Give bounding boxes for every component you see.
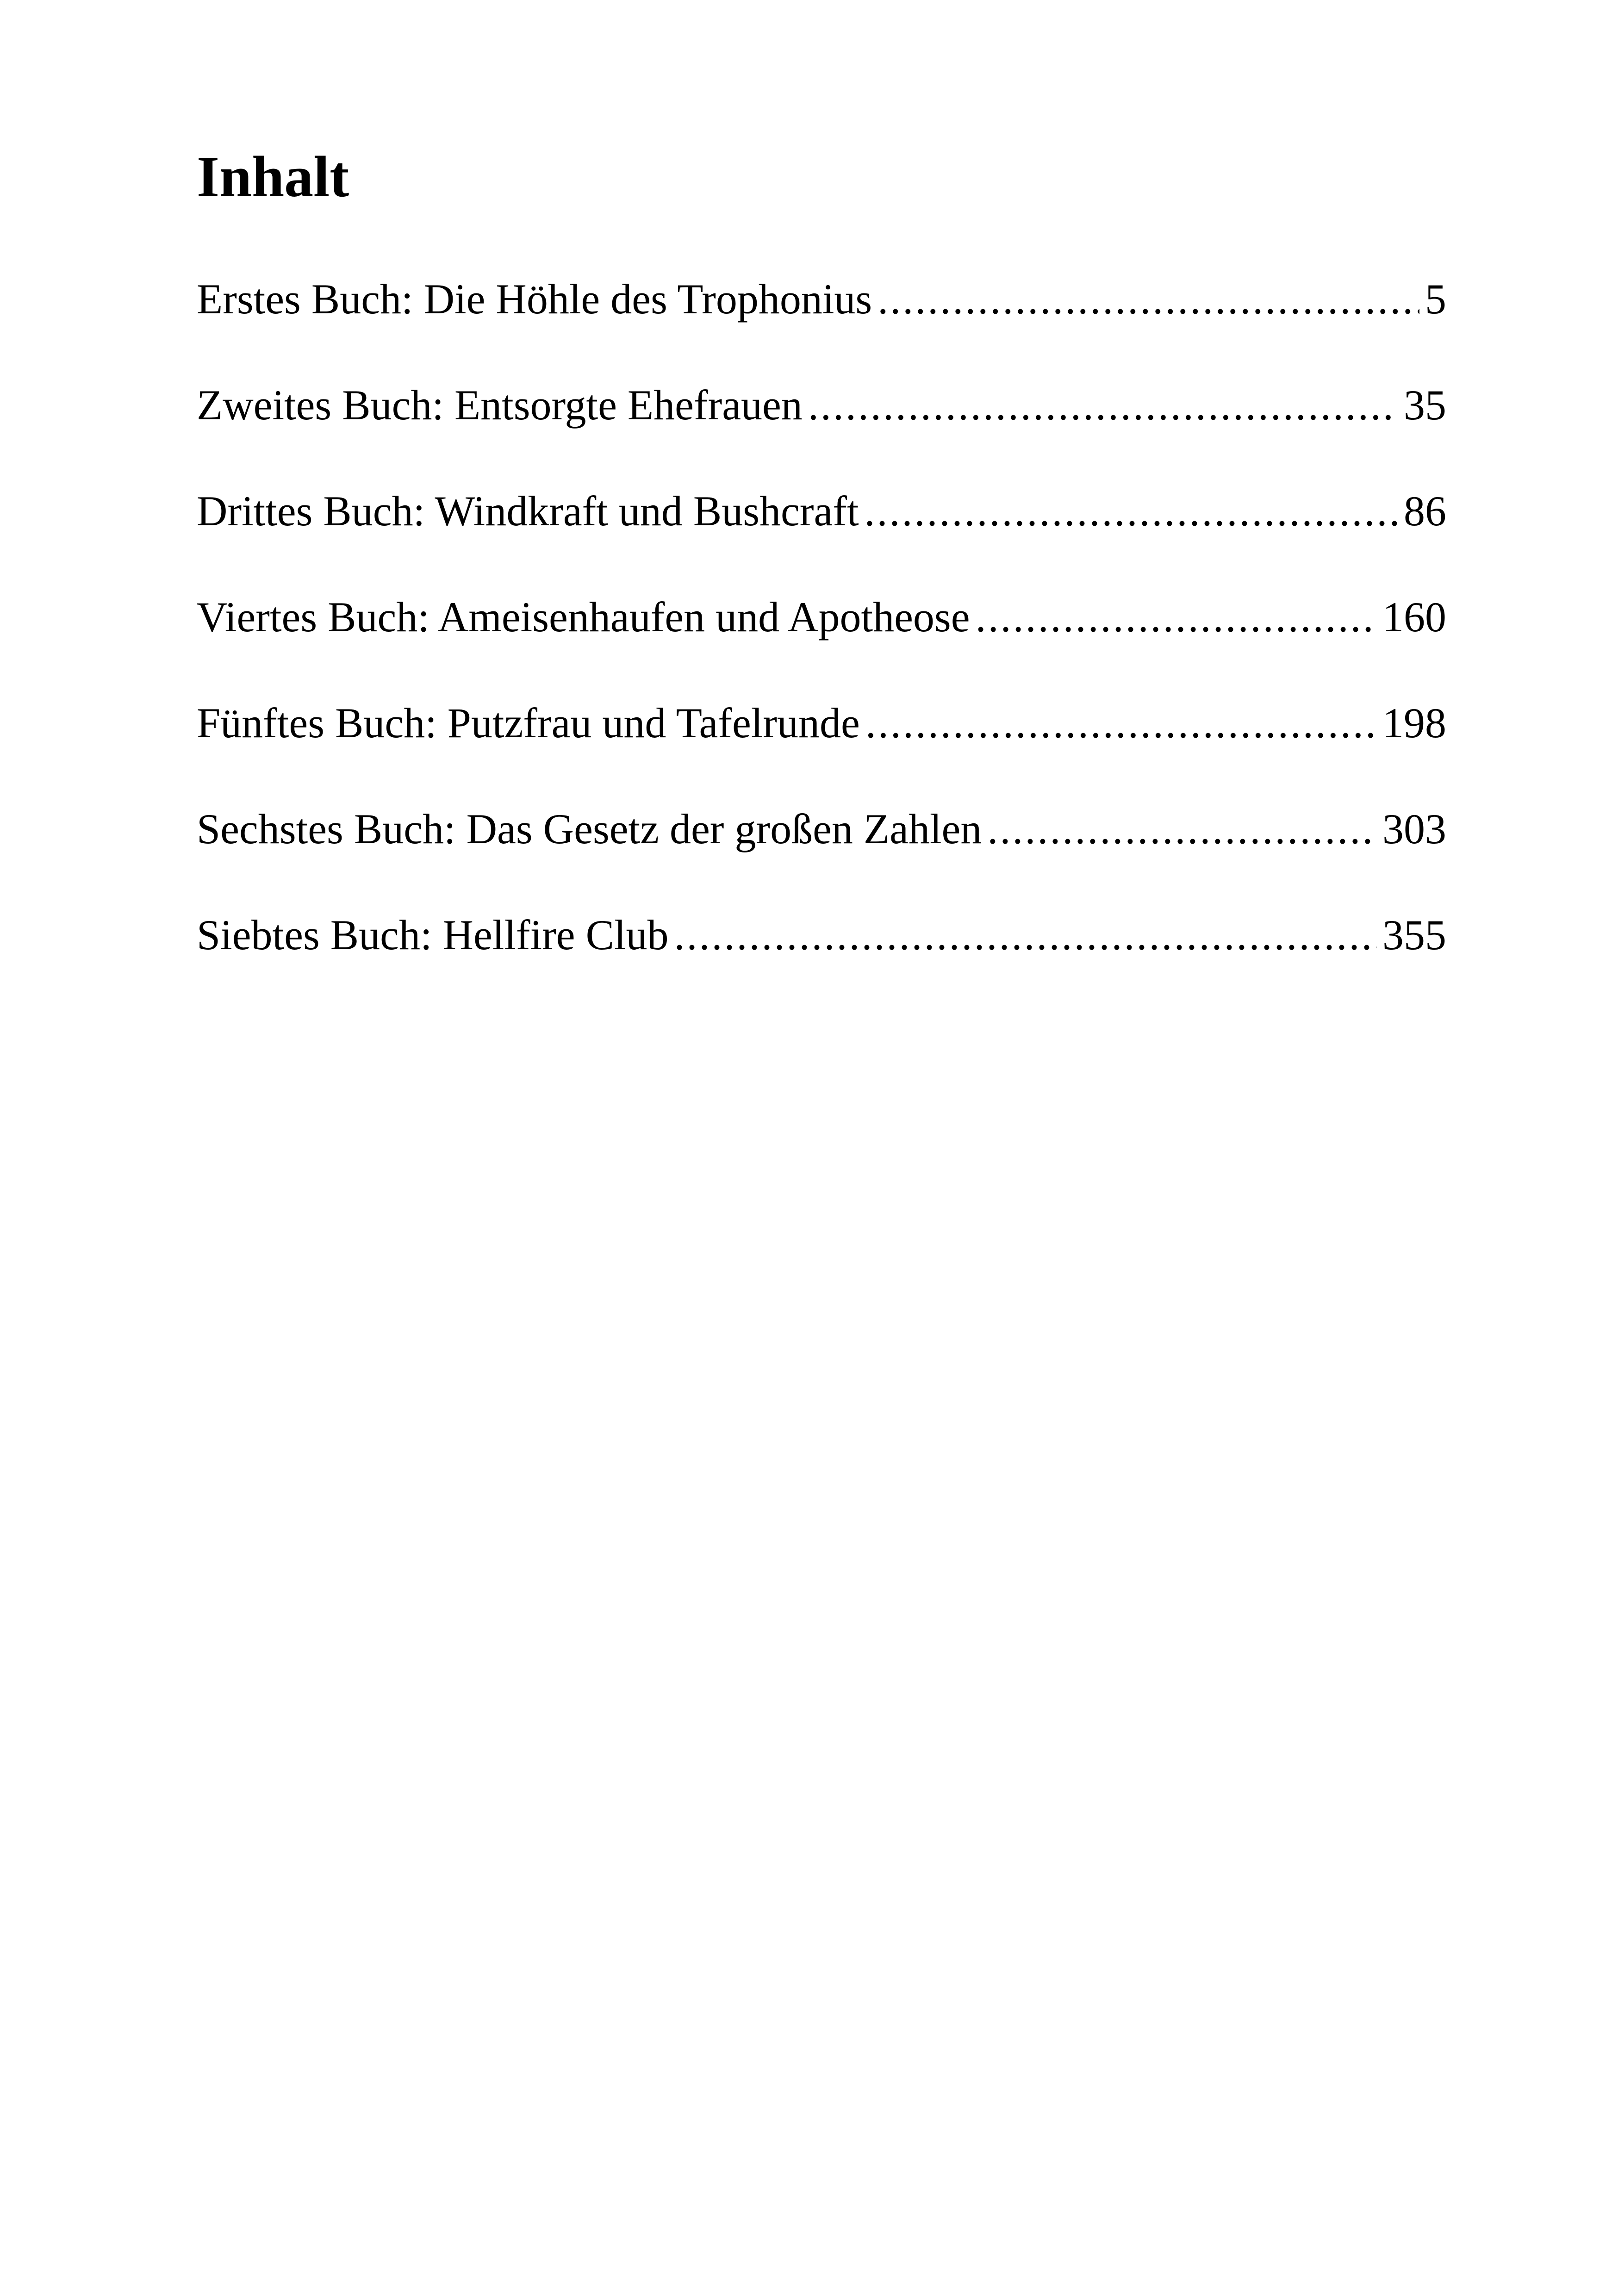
toc-entry-page: 303	[1382, 805, 1446, 852]
toc-entry-title: Viertes Buch: Ameisenhaufen und Apotheose	[197, 593, 970, 641]
toc-entry-page: 86	[1404, 487, 1446, 535]
dot-leader	[976, 596, 1377, 638]
dot-leader	[877, 278, 1419, 320]
dot-leader	[865, 490, 1398, 532]
toc-entry-title: Siebtes Buch: Hellfire Club	[197, 911, 669, 958]
toc-entry	[197, 487, 1446, 596]
toc-entry	[197, 593, 1446, 702]
toc-entry	[197, 911, 1446, 1020]
toc-entry-page: 198	[1382, 699, 1446, 747]
table-of-contents	[197, 275, 1446, 1020]
toc-entry-page: 355	[1382, 911, 1446, 958]
dot-leader	[808, 384, 1398, 426]
page-title: Inhalt	[197, 145, 349, 209]
toc-entry-page: 35	[1404, 381, 1446, 429]
toc-entry-page: 5	[1425, 275, 1446, 323]
dot-leader	[865, 702, 1377, 744]
toc-entry-title: Sechstes Buch: Das Gesetz der großen Zahlen	[197, 805, 982, 852]
toc-entry	[197, 805, 1446, 914]
toc-entry	[197, 381, 1446, 490]
toc-entry-page: 160	[1382, 593, 1446, 641]
dot-leader	[987, 808, 1377, 850]
toc-entry-title: Zweites Buch: Entsorgte Ehefrauen	[197, 381, 803, 429]
toc-entry-title: Drittes Buch: Windkraft und Bushcraft	[197, 487, 859, 535]
toc-entry	[197, 699, 1446, 808]
toc-entry-title: Fünftes Buch: Putzfrau und Tafelrunde	[197, 699, 860, 747]
toc-entry-title: Erstes Buch: Die Höhle des Trophonius	[197, 275, 872, 323]
dot-leader	[674, 914, 1377, 956]
toc-entry	[197, 275, 1446, 384]
